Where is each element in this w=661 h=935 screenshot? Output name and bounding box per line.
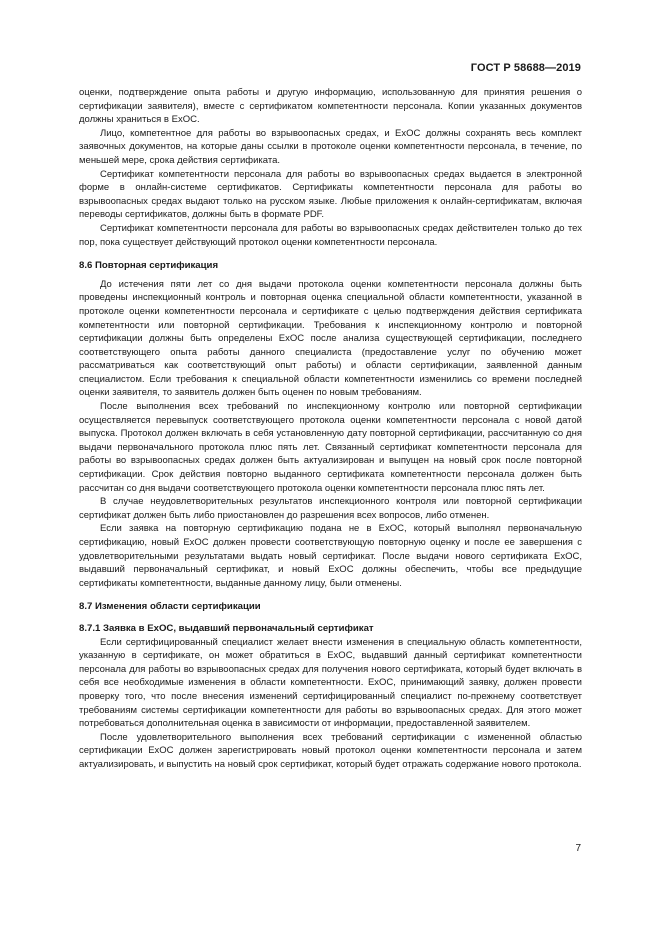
paragraph: Если заявка на повторную сертификацию подана не в ExOC, который выполнял первоначальную сертификацию, новый ExOC должен провести соответствующую повторную оценку и после ее завершения с удовлетворительными результатами выдать новый сертификат. После выдачи нового сертификата ExOC, выдавший первоначальный сертификат, и новый ExOC должны обеспечить, чтобы все предыдущие сертификаты компетентности, выданные данному лицу, были отменены. bbox=[79, 523, 582, 589]
document-body bbox=[79, 86, 582, 772]
paragraph: Сертификат компетентности персонала для работы во взрывоопасных средах выдается в электронной форме в онлайн-системе сертификатов. Сертификаты компетентности персонала для работы во взрывоопасных средах выдают только на русском языке. Любые приложения к онлайн-сертификатам, включая переводы сертификатов, должны быть в формате PDF. bbox=[79, 168, 582, 221]
paragraph: оценки, подтверждение опыта работы и другую информацию, использованную для принятия решения о сертификации заявителя), вместе с сертификатом компетентности персонала. Копии указанных документов должны храниться в ExOC. bbox=[79, 87, 582, 126]
section-heading-8-7: 8.7 Изменения области сертификации bbox=[79, 601, 261, 613]
document-code: ГОСТ Р 58688—2019 bbox=[470, 62, 581, 74]
paragraph: Сертификат компетентности персонала для работы во взрывоопасных средах действителен только до тех пор, пока существует действующий протокол оценки компетентности персонала. bbox=[79, 222, 582, 248]
subsection-heading-8-7-1: 8.7.1 Заявка в ExOC, выдавший первоначальный сертификат bbox=[79, 622, 374, 634]
paragraph: До истечения пяти лет со дня выдачи протокола оценки компетентности персонала должны быть проведены инспекционный контроль и повторная оценка специальной области компетентности, указанной в протоколе оценки компетентности персонала и сертификате с целью подтверждения действия сертификата компетентности или повторной сертификации. Требования к инспекционному контролю и повторной сертификации должны быть определены ExOC после анализа существующей сертификации, последнего соответствующего опыта работы данного специалиста (предоставление услуг по обучению может рассматриваться как соответствующий опыт работы) и области сертификации, заявленной данным специалистом. Если требования к специальной области компетентности изменились со времени последней оценки заявителя, то заявитель должен быть оценен по новым требованиям. bbox=[79, 278, 582, 399]
section-heading-8-6: 8.6 Повторная сертификация bbox=[79, 260, 219, 272]
paragraph: Лицо, компетентное для работы во взрывоопасных средах, и ExOC должны сохранять весь комплект заявочных документов, на которые даны ссылки в протоколе оценки компетентности персонала, в течение, по меньшей мере, срока действия сертификата. bbox=[79, 127, 582, 166]
paragraph: В случае неудовлетворительных результатов инспекционного контроля или повторной сертификации сертификат должен быть либо приостановлен до разрешения всех вопросов, либо отменен. bbox=[79, 496, 582, 521]
paragraph: Если сертифицированный специалист желает внести изменения в специальную область компетентности, указанную в сертификате, он может обратиться в ExOC, выдавший данный сертификат компетентности персонала для работы во взрывоопасных средах для получения нового сертификата, который будет включать в себя все необходимые изменения в области компетентности. ExOC, принимающий заявку, должен провести проверку того, что после внесения изменений сертифицированный специалист по-прежнему соответствует требованиям системы сертификации компетентности для работы во взрывоопасных средах. Для этого может потребоваться дополнительная оценка в зависимости от информации, предоставленной заявителем. bbox=[79, 636, 582, 730]
paragraph: После выполнения всех требований по инспекционному контролю или повторной сертификации осуществляется перевыпуск соответствующего протокола оценки компетентности персонала с новой датой выпуска. Протокол должен включать в себя установленную дату повторной сертификации, рассчитанную со дня выдачи первоначального протокола плюс пять лет. Связанный сертификат компетентности персонала для работы во взрывоопасных средах должен быть актуализирован и выпущен на новый срок после повторной сертификации. Срок действия повторно выданного сертификата компетентности персонала должен быть рассчитан со дня выдачи соответствующего протокола оценки компетентности персонала плюс пять лет. bbox=[79, 401, 582, 494]
page-number: 7 bbox=[575, 843, 581, 854]
paragraph: После удовлетворительного выполнения всех требований сертификации с измененной областью сертификации ExOC должен зарегистрировать новый протокол оценки компетентности персонала и затем актуализировать, и выпустить на новый срок сертификат, который будет отражать содержание нового протокола. bbox=[79, 731, 582, 770]
